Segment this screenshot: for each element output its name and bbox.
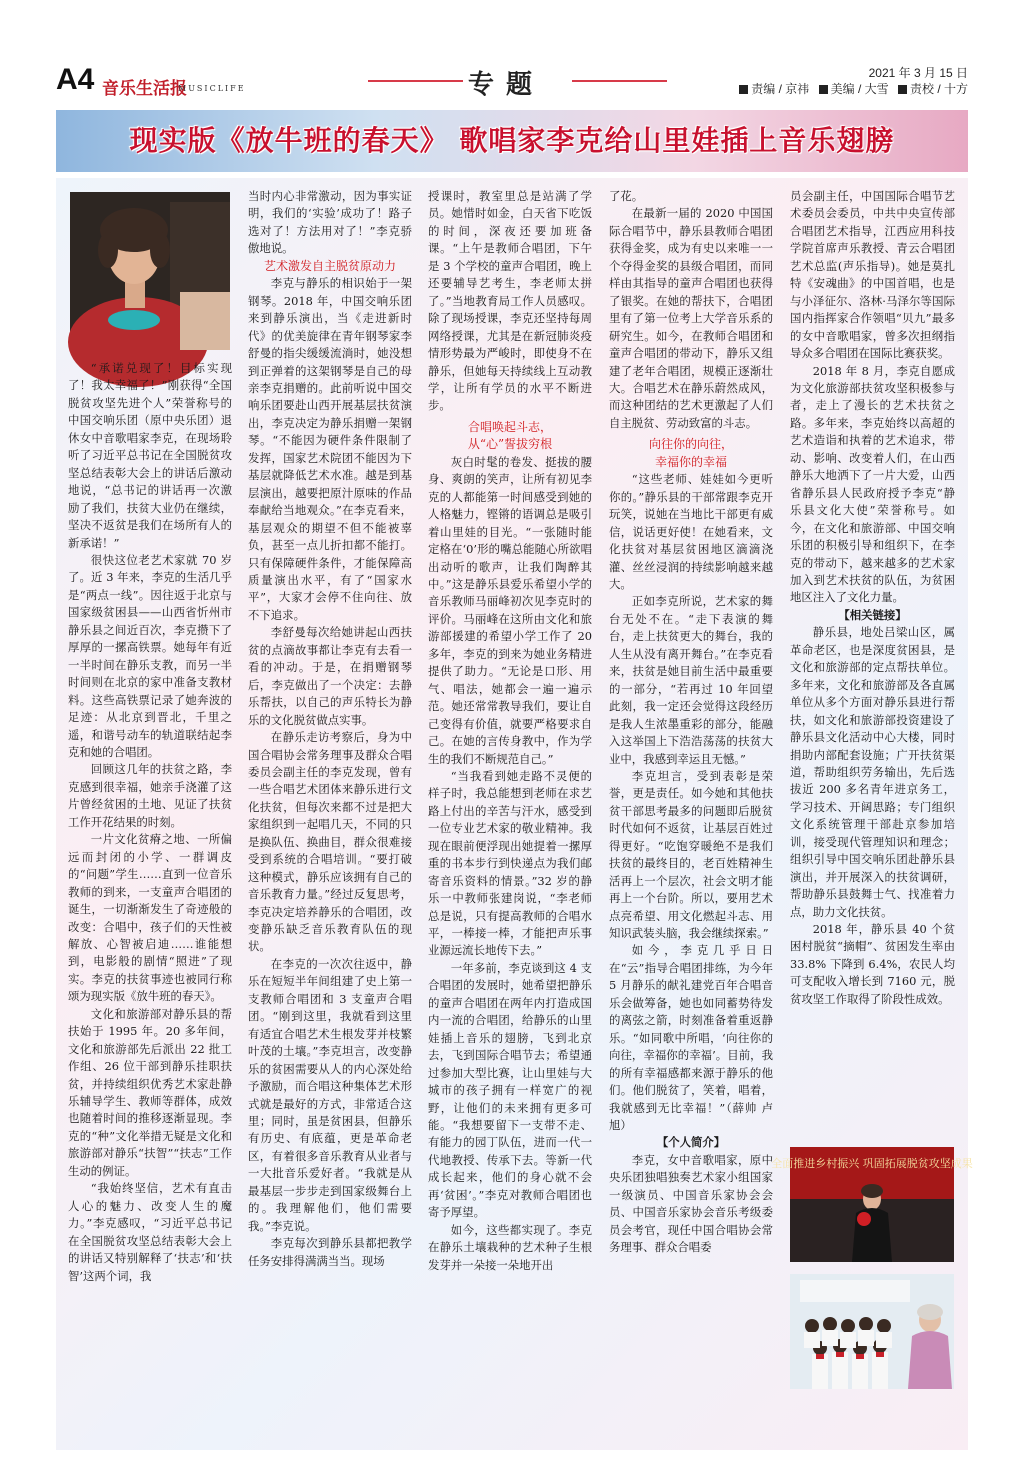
paragraph: 授课时，教室里总是站满了学员。她惜时如金，白天省下吃饭的时间，深夜还要加班备课。“上午是教师合唱团，下午是 3 个学校的童声合唱团，晚上还要辅导艺考生，李老师太拼了。”当地教育局工作人员感叹。除了现场授课，李克还坚持每周网络授课，尤其是在新冠肺炎疫情形势最为严峻时，即使身不在静乐，但她每天持续线上互动教学，让所有学员的水平不断进步。 xyxy=(428,189,592,413)
newspaper-name-en: MUSICLIFE xyxy=(178,84,246,93)
article-column-1 xyxy=(68,188,232,1285)
paragraph: 李克坦言，受到表彰是荣誉，更是责任。如今她和其他扶贫干部思考最多的问题即后脱贫时代如何不返贫，让基层百姓过得更好。“吃饱穿暖绝不是我们扶贫的最终目的，老百姓精神生活再上一个层次，社会文明才能再上一个台阶。所以，要用艺术点亮希望、用文化燃起斗志、用知识武装头脑，我会继续探索。” xyxy=(609,768,773,941)
paragraph: 灰白时髦的卷发、挺拔的腰身、爽朗的笑声，让所有初见李克的人都能第一时间感受到她的人格魅力，铿锵的语调总是吸引着山里娃的目光。“一张随时能定格在‘0’形的嘴总能随心所欲唱出动听的歌声，让我们陶醉其中。”这是静乐县爱乐希望小学的音乐教师马丽峰初次见李克时的评价。马丽峰在这所由文化和旅游部援建的希望小学工作了 20 多年，李克的到来为她业务精进提供了助力。“无论是口形、用气、唱法，她都会一遍一遍示范。她还常常教导我们，要让自己变得有价值，就要严格要求自己。在她的言传身教中，作为学生的我们不断规范自己。” xyxy=(428,454,592,766)
article-column-2 xyxy=(248,188,412,1270)
paragraph: 2018 年 8 月，李克自愿成为文化旅游部扶贫攻坚积极参与者，走上了漫长的艺术扶贫之路。多年来，李克始终以高超的艺术造诣和执着的艺术追求，带动、影响、改变着人们，在山西静乐大地洒下了一片大爱，山西省静乐县人民政府授予李克“静乐县文化大使”荣誉称号。如今，在文化和旅游部、中国交响乐团的积极引导和组织下，在李克的带动下，越来越多的艺术家加入到艺术扶贫的队伍，为贫困地区注入了文化力量。 xyxy=(790,363,955,605)
choir-photo xyxy=(790,1274,954,1389)
stage-photo xyxy=(771,1147,973,1262)
paragraph: 回顾这几年的扶贫之路，李克感到很幸福，她亲手浇灌了这片曾经贫困的土地、见证了扶贫工作开花结果的时刻。 xyxy=(68,762,232,829)
paragraph: 很快这位老艺术家就 70 岁了。近 3 年来，李克的生活几乎是“两点一线”。因往返于北京与国家级贫困县——山西省忻州市静乐县之间近百次，李克攒下了厚厚的一摞高铁票。她每年有近一半时间在静乐支教，而另一半时间则在北京的家中准备支教材料。这些高铁票记录了她奔波的足迹：从北京到晋北，千里之遥，和谐号动车的轨道联结起李克和她的合唱团。 xyxy=(68,552,232,759)
subheading: 幸福你的幸福 xyxy=(654,454,727,469)
newspaper-name: 音乐生活报 xyxy=(102,79,187,99)
paragraph: 一片文化贫瘠之地、一所偏远而封闭的小学、一群调皮的“问题”学生……直到一位音乐教师的到来，一支童声合唱团的诞生，一切渐渐发生了奇迹般的改变：合唱中，孩子们的天性被解放、心智被启迪……谁能想到，电影般的剧情“照进”了现实。李克的扶贫事迹也被同行称颂为现实版《放牛班的春天》。 xyxy=(68,832,232,1004)
paragraph: “承诺兑现了！目标实现了！我太幸福了！”刚获得“全国脱贫攻坚先进个人”荣誉称号的中国交响乐团（原中央乐团）退休女中音歌唱家李克，在现场聆听了习近平总书记在全国脱贫攻坚总结表彰大会上的讲话后激动地说，“总书记的讲话再一次激励了我们，扶贫大业仍在继续，坚决不返贫是我们在场所有人的新承诺！” xyxy=(68,361,232,550)
section-rule-left xyxy=(368,80,463,82)
paragraph: 文化和旅游部对静乐县的帮扶始于 1995 年。20 多年间，文化和旅游部先后派出 22 批工作组、26 位干部到静乐挂职扶贫，并持续组织优秀艺术家赴静乐辅导学生、教师等群体，成效也随着时间的推移逐渐显现。李克的“种”文化举措无疑是文化和旅游部对静乐“扶智”“扶志”工作生动的例证。 xyxy=(68,1006,232,1178)
paragraph: “我始终坚信，艺术有直击人心的魅力、改变人生的魔力。”李克感叹，“习近平总书记在全国脱贫攻坚总结表彰大会上的讲话又特别解释了‘扶志’和‘扶智’这两个词，我 xyxy=(68,1181,232,1283)
editor-credit: 责校 / 十方 xyxy=(898,82,968,96)
bio-heading: 【个人简介】 xyxy=(656,1135,726,1150)
editor-credits xyxy=(733,80,968,97)
subheading: 向往你的向往， xyxy=(648,437,733,452)
paragraph: 如今，这些都实现了。李克在静乐土壤栽种的艺术种子生根发芽并一朵接一朵地开出 xyxy=(428,1222,592,1272)
headline: 现实版《放牛班的春天》 歌唱家李克给山里娃插上音乐翅膀 xyxy=(129,124,895,157)
subheading: 从“心”誓拔穷根 xyxy=(467,437,553,452)
paragraph: 李克每次到静乐县都把教学任务安排得满满当当。现场 xyxy=(248,1236,412,1268)
article-column-3 xyxy=(428,188,592,1274)
page-header xyxy=(56,62,968,102)
paragraph: 员会副主任，中国国际合唱节艺术委员会委员，中共中央宣传部合唱团艺术指导，江西应用科技学院首席声乐教授、青云合唱团艺术总监(声乐指导)。她是莫扎特《安魂曲》的中国首唱，也是与小泽征尔、洛林·马泽尔等国际国内指挥家合作领唱“贝九”最多的女中音歌唱家，曾多次担纲指导众多合唱团在国际比赛获奖。 xyxy=(790,189,955,361)
paragraph: 在静乐走访考察后，身为中国合唱协会常务理事及群众合唱委员会副主任的李克发现，曾有一些合唱艺术团体来静乐进行文化扶贫，但每次来都不过是把大家组织到一起唱几天，不同的只是换队伍、换曲目，群众很难接受到系统的合唱培训。“要打破这种模式，静乐应该拥有自己的音乐教育力量。”经过反复思考，李克决定培养静乐的合唱团，改变静乐缺乏音乐教育队伍的现状。 xyxy=(248,730,412,954)
editor-credit: 美编 / 大雪 xyxy=(819,82,889,96)
paragraph: 李克，女中音歌唱家，原中央乐团独唱独奏艺术家小组国家一级演员、中国音乐家协会会员、中国音乐家协会音乐考级委员会考官，现任中国合唱协会常务理事、群众合唱委 xyxy=(609,1152,773,1255)
article-column-5 xyxy=(790,188,955,1008)
related-link-heading: 【相关链接】 xyxy=(838,607,907,622)
section-rule-right xyxy=(572,80,667,82)
paragraph: “当我看到她走路不灵便的样子时，我总能想到老师在求艺路上付出的辛苦与汗水，感受到一位专业艺术家的敬业精神。我现在眼前便浮现出她提着一摞厚重的书本步行到快递点为我们邮寄音乐资料的情景。”32 岁的静乐一中教师张建岗说，“李老师总是说，只有提高教师的合唱水平，一棒接一棒，才能把声乐事业源远流长地传下去。” xyxy=(428,768,592,958)
issue-date: 2021 年 3 月 15 日 xyxy=(868,66,968,80)
subheading: 艺术激发自主脱贫原动力 xyxy=(263,258,396,273)
paragraph: 李克与静乐的相识始于一架钢琴。2018 年，中国交响乐团来到静乐演出，当《走进新时代》的优美旋律在青年钢琴家李舒曼的指尖缓缓流淌时，她没想到正弹着的这架钢琴是自己的母亲李克捐赠的。此前听说中国交响乐团要赴山西开展基层扶贫演出，李克决定为静乐捐赠一架钢琴。“不能因为硬件条件限制了发挥，国家艺术院团不能因为下基层就降低艺术水准。越是到基层演出，越要把原汁原味的作品奉献给当地观众。”在李克看来，基层观众的期望不但不能被辜负，甚至一点儿折扣都不能打。只有保障硬件条件，才能保障高质量演出水平，有了“国家水平”，大家才会停不住向往、放不下追求。 xyxy=(248,276,412,622)
banner-text: 全面推进乡村振兴 巩固拓展脱贫攻坚成果 xyxy=(771,1157,973,1170)
section-title: 专题 xyxy=(468,70,545,100)
paragraph: “这些老师、娃娃如今更听你的。”静乐县的干部常跟李克开玩笑，说她在当地比干部更有威信，说话更好使！在她看来，文化扶贫对基层贫困地区滴滴浇灌、丝丝浸润的持续影响越来越大。 xyxy=(609,472,773,591)
subheading: 合唱唤起斗志， xyxy=(467,419,552,434)
article-column-4 xyxy=(609,188,773,1257)
paragraph: 2018 年，静乐县 40 个贫困村脱贫“摘帽”、贫困发生率由 33.8% 下降到 6.4%，农民人均可支配收入增长到 7160 元，脱贫攻坚工作取得了阶段性成效。 xyxy=(790,922,955,1006)
paragraph: 静乐县，地处吕梁山区，属革命老区，也是深度贫困县，是文化和旅游部的定点帮扶单位。多年来，文化和旅游部及各直属单位从多个方面对静乐县进行帮扶，如文化和旅游部投资建设了静乐县文化活动中心大楼，同时捐助内部配套设施；广开扶贫渠道，帮助组织劳务输出，先后选拔近 200 多名青年进京务工，学习技术、开阔思路；专门组织文化系统管理干部赴京参加培训，接受现代管理知识和理念；组织引导中国交响乐团赴静乐县演出，并开展深入的扶贫调研，帮助静乐县鼓舞士气、找准着力点，助力文化扶贫。 xyxy=(790,625,955,919)
editor-credit: 责编 / 京祎 xyxy=(739,82,809,96)
paragraph: 当时内心非常激动，因为事实证明，我们的‘实验’成功了！路子选对了！方法用对了！”李克骄傲地说。 xyxy=(248,189,412,256)
headline-banner xyxy=(56,110,968,172)
paragraph: 在李克的一次次往返中，静乐在短短半年间组建了史上第一支教师合唱团和 3 支童声合唱团。“刚到这里，我就看到这里有适宜合唱艺术生根发芽并枝繁叶茂的土壤。”李克坦言，改变静乐的贫困需要从人的内心深处给予激励，而合唱这种集体艺术形式就是最好的方式，非常适合这里；同时，虽是贫困县，但静乐有历史、有底蕴，更是革命老区，有着很多音乐教育从业者与一大批音乐爱好者。“我就是从最基层一步步走到国家级舞台上的。我理解他们，他们需要我。”李克说。 xyxy=(248,956,412,1233)
paragraph: 李舒曼每次给她讲起山西扶贫的点滴故事都让李克有去看一看的冲动。于是，在捐赠钢琴后，李克做出了一个决定：去静乐帮扶，以自己的声乐特长为静乐的文化脱贫做点实事。 xyxy=(248,625,412,727)
paragraph: 如今，李克几乎日日在“云”指导合唱团排练，为今年 5 月静乐的献礼建党百年合唱音乐会做筹备，她也如同蓄势待发的离弦之箭，时刻准备着重返静乐。“如同歌中所唱，‘向往你的向往，幸福你的幸福’。目前，我的所有幸福感都来源于静乐的他们。他们脱贫了，笑着，唱着，我就感到无比幸福！”（薛帅 卢旭） xyxy=(609,943,773,1133)
paragraph: 正如李克所说，艺术家的舞台无处不在。“走下表演的舞台，走上扶贫更大的舞台，我的人生从没有离开舞台。”在李克看来，扶贫是她目前生活中最重要的一部分，“若再过 10 年回望此刻，我一定还会觉得这段经历是我人生浓墨重彩的部分，能融入这举国上下浩浩荡荡的扶贫大业中，我感到幸运且无憾。” xyxy=(609,594,773,766)
paragraph: 在最新一届的 2020 中国国际合唱节中，静乐县教师合唱团获得金奖，成为有史以来唯一一个夺得金奖的县级合唱团，而同样由其指导的童声合唱团也获得了银奖。在她的帮扶下，合唱团里有了第一位考上大学音乐系的研究生。如今，在教师合唱团和童声合唱团的带动下，静乐又组建了老年合唱团，规模正逐渐壮大。合唱艺术在静乐蔚然成风，而这种团结的艺术更激起了人们自主脱贫、劳动致富的斗志。 xyxy=(609,206,773,430)
paragraph: 了花。 xyxy=(609,189,644,203)
page-number: A4 xyxy=(56,63,95,96)
paragraph: 一年多前，李克谈到这 4 支合唱团的发展时，她希望把静乐的童声合唱团在两年内打造成国内一流的合唱团，给静乐的山里娃插上音乐的翅膀，飞到北京去，飞到国际合唱节去；希望通过参加大型比赛，让山里娃与大城市的孩子拥有一样宽广的视野，让他们的未来拥有更多可能。“我想要留下一支带不走、有能力的园丁队伍，进而一代一代地教授、传承下去。等新一代成长起来，他们的身心就不会再‘贫困’。”李克对教师合唱团也寄予厚望。 xyxy=(428,960,592,1220)
